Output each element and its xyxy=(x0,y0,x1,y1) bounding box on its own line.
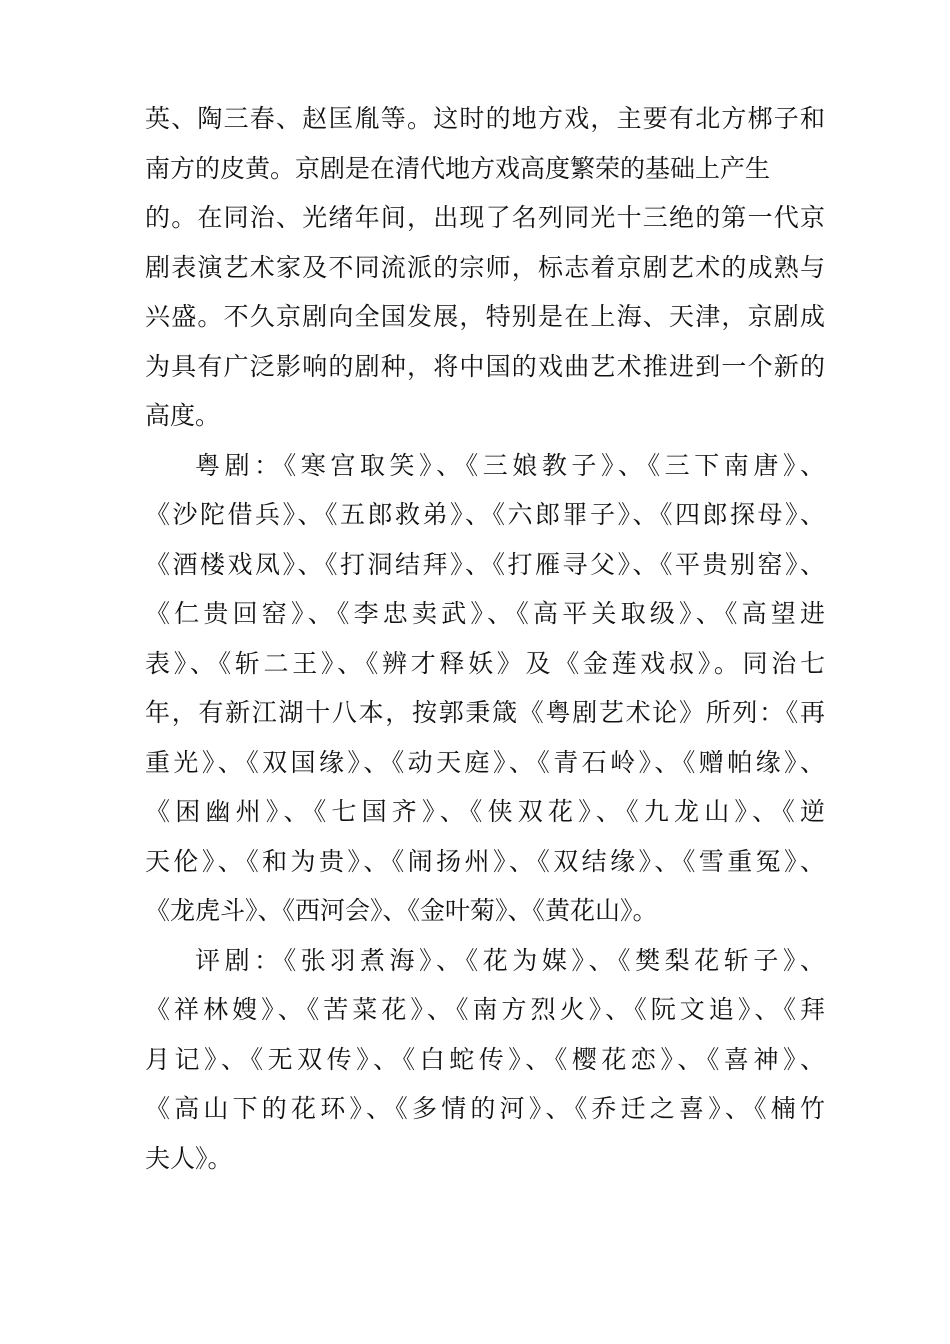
text-line: 《龙虎斗》、《西河会》、《金叶菊》、《黄花山》。 xyxy=(145,896,658,925)
text-line: 的。在同治、光绪年间，出现了名列同光十三绝的第一代京 xyxy=(145,203,825,232)
text-line: 《高山下的花环》、《多情的河》、《乔迁之喜》、《楠竹 xyxy=(145,1094,825,1123)
text-line: 年，有新江湖十八本，按郭秉箴《粤剧艺术论》所列：《再 xyxy=(145,698,825,727)
text-line: 为具有广泛影响的剧种，将中国的戏曲艺术推进到一个新的 xyxy=(145,351,825,381)
text-line: 月记》、《无双传》、《白蛇传》、《樱花恋》、《喜神》、 xyxy=(145,1044,825,1074)
text-line: 天伦》、《和为贵》、《闹扬州》、《双结缘》、《雪重冤》、 xyxy=(145,846,825,876)
text-line: 剧表演艺术家及不同流派的宗师，标志着京剧艺术的成熟与 xyxy=(145,252,825,282)
text-line: 《沙陀借兵》、《五郎救弟》、《六郎罪子》、《四郎探母》、 xyxy=(145,500,825,529)
text-line: 《困幽州》、《七国齐》、《侠双花》、《九龙山》、《逆 xyxy=(145,797,825,826)
text-line: 英、陶三春、赵匡胤等。这时的地方戏，主要有北方梆子和 xyxy=(145,104,825,133)
text-line: 粤剧：《寒宫取笑》、《三娘教子》、《三下南唐》、 xyxy=(195,450,825,480)
text-line: 夫人》。 xyxy=(145,1143,233,1173)
text-line: 《仁贵回窑》、《李忠卖武》、《高平关取级》、《高望进 xyxy=(145,599,825,628)
text-line: 《祥林嫂》、《苦菜花》、《南方烈火》、《阮文追》、《拜 xyxy=(145,995,825,1024)
text-line: 南方的皮黄。京剧是在清代地方戏高度繁荣的基础上产生 xyxy=(145,153,771,183)
text-line: 兴盛。不久京剧向全国发展，特别是在上海、天津，京剧成 xyxy=(145,302,825,331)
text-line: 《酒楼戏凤》、《打洞结拜》、《打雁寻父》、《平贵别窑》、 xyxy=(145,549,825,579)
text-line: 评剧：《张羽煮海》、《花为媒》、《樊梨花斩子》、 xyxy=(195,945,825,975)
text-line: 重光》、《双国缘》、《动天庭》、《青石岭》、《赠帕缘》、 xyxy=(145,747,825,777)
text-line: 表》、《斩二王》、《辨才释妖》及《金莲戏叔》。同治七 xyxy=(145,648,825,678)
text-line: 高度。 xyxy=(145,401,221,430)
body-text xyxy=(145,94,825,1183)
